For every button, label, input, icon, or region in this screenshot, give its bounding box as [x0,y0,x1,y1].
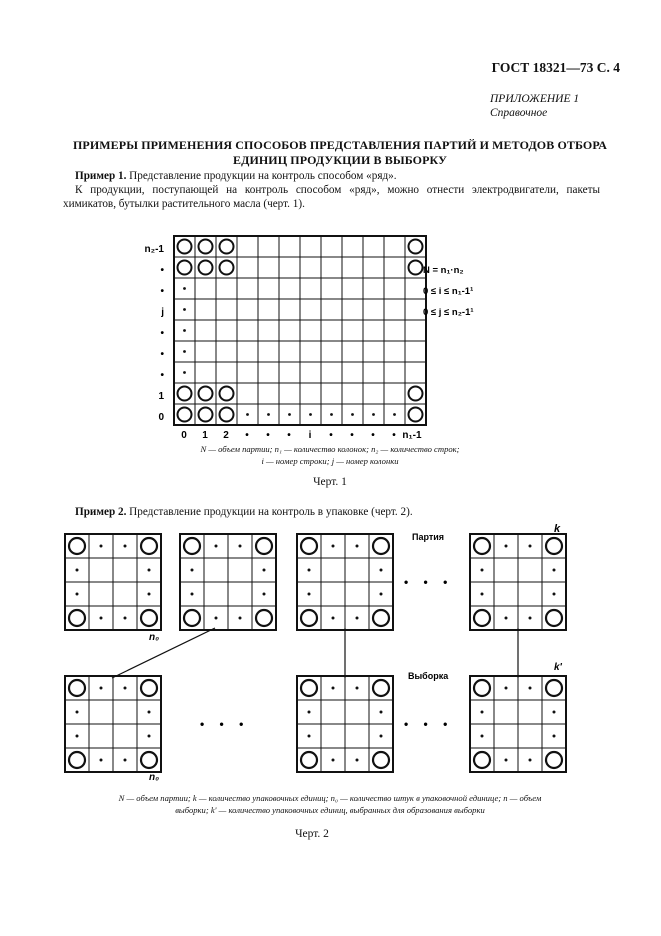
n0-label: n₀ [149,632,160,643]
unit-dot [263,569,266,572]
column-label: • [287,430,291,441]
formula-row-range: 0 ≤ i ≤ n₁-1¹ [423,286,474,297]
figure2-caption [30,792,630,816]
column-label: i [308,430,312,441]
unit-circle [474,680,490,696]
column-label: • [329,430,333,441]
grid-cell [342,299,363,320]
connector-line [112,628,215,678]
unit-circle [301,538,317,554]
formula-col-range: 0 ≤ j ≤ n₂-1¹ [423,307,474,318]
unit-dot [356,687,359,690]
package-cell [113,558,137,582]
unit-dot [124,759,127,762]
grid-cell [237,383,258,404]
unit-dot [148,711,151,714]
figure2-caption-line1: N — объем партии; k — количество упаковочных единиц; n₀ — количество штук в упаковочной единице; n — объем [118,793,542,803]
grid-cell [258,320,279,341]
grid-cell [363,257,384,278]
column-label: • [371,430,375,441]
unit-circle [184,538,200,554]
unit-dot [100,545,103,548]
unit-dot [215,617,218,620]
unit-dot [246,413,249,416]
unit-dot [380,711,383,714]
unit-circle [220,261,234,275]
column-label: • [350,430,354,441]
appendix-label: ПРИЛОЖЕНИЕ 1 [490,93,580,105]
ellipsis: • • • [200,717,250,731]
unit-circle [178,261,192,275]
figure1-row-labels [145,244,165,423]
sample-label: Выборка [408,671,449,681]
package-cell [113,724,137,748]
package-cell [494,582,518,606]
grid-cell [321,236,342,257]
grid-cell [405,320,426,341]
grid-cell [363,236,384,257]
unit-circle [256,610,272,626]
grid-cell [342,341,363,362]
grid-cell [216,299,237,320]
figure1-caption [120,443,540,467]
package-cell [89,558,113,582]
grid-cell [279,362,300,383]
grid-cell [279,320,300,341]
grid-cell [342,362,363,383]
grid-cell [195,299,216,320]
lot-label: Партия [412,532,445,542]
column-label: 1 [202,430,208,441]
package-cell [345,582,369,606]
unit-circle [199,261,213,275]
example1-text: Представление продукции на контроль способом «ряд». [126,170,397,182]
unit-dot [529,687,532,690]
figure1-label: Черт. 1 [313,476,347,488]
column-label: • [392,430,396,441]
unit-circle [546,538,562,554]
unit-dot [330,413,333,416]
package-cell [204,582,228,606]
package-cell [345,700,369,724]
unit-dot [308,711,311,714]
unit-circle [546,680,562,696]
grid-cell [300,299,321,320]
title-line-2: ЕДИНИЦ ПРОДУКЦИИ В ВЫБОРКУ [232,153,447,167]
grid-cell [237,362,258,383]
unit-circle [474,610,490,626]
package-cell [321,700,345,724]
row-label: • [160,349,164,360]
package-cell [204,558,228,582]
unit-dot [380,569,383,572]
unit-dot [183,308,186,311]
unit-dot [191,593,194,596]
unit-dot [481,593,484,596]
example1-label: Пример 1. [75,170,127,182]
example2-label: Пример 2. [75,506,127,518]
unit-dot [148,569,151,572]
unit-dot [553,711,556,714]
column-label: 0 [181,430,187,441]
grid-cell [321,362,342,383]
unit-dot [529,759,532,762]
grid-cell [321,299,342,320]
grid-cell [342,278,363,299]
grid-cell [279,383,300,404]
package-cell [518,700,542,724]
unit-circle [199,240,213,254]
column-label: n₁-1 [402,430,422,441]
unit-dot [553,593,556,596]
grid-cell [363,362,384,383]
grid-cell [300,236,321,257]
grid-cell [237,299,258,320]
grid-cell [258,362,279,383]
unit-circle [220,408,234,422]
example1-paragraph: К продукции, поступающей на контроль способом «ряд», можно отнести электродвигатели, пакеты химикатов, бутылки растительного масла (черт. 1). [63,184,600,210]
package-cell [345,724,369,748]
unit-dot [505,687,508,690]
figure1-formulas [423,265,474,318]
figure1-grid-diagram [140,232,500,442]
unit-dot [380,593,383,596]
grid-cell [321,341,342,362]
unit-dot [332,617,335,620]
grid-cell [216,320,237,341]
unit-dot [332,759,335,762]
unit-dot [505,759,508,762]
grid-cell [279,236,300,257]
unit-dot [124,687,127,690]
package-cell [518,558,542,582]
unit-dot [239,617,242,620]
unit-circle [69,538,85,554]
package-cell [113,700,137,724]
ellipsis: • • • [404,575,454,589]
unit-circle [373,680,389,696]
unit-dot [100,759,103,762]
row-label: • [160,286,164,297]
grid-cell [384,257,405,278]
grid-cell [321,383,342,404]
unit-dot [124,617,127,620]
package-cell [494,700,518,724]
unit-circle [199,408,213,422]
unit-circle [409,240,423,254]
unit-circle [69,680,85,696]
unit-dot [183,329,186,332]
ellipsis: • • • [404,717,454,731]
column-label: 2 [223,430,229,441]
grid-cell [258,383,279,404]
row-label: 1 [158,391,164,402]
unit-circle [546,752,562,768]
unit-dot [215,545,218,548]
grid-cell [405,362,426,383]
unit-dot [529,545,532,548]
k-prime-label: k' [554,662,562,673]
unit-circle [69,752,85,768]
package-cell [494,558,518,582]
unit-dot [76,711,79,714]
column-label: • [245,430,249,441]
unit-circle [409,261,423,275]
package-cell [321,558,345,582]
figure1-grid [174,236,426,425]
row-label: n₂-1 [144,244,164,255]
grid-cell [300,362,321,383]
grid-cell [258,341,279,362]
k-label: k [554,523,561,535]
grid-cell [300,341,321,362]
figure2-package-diagram [0,518,661,790]
grid-cell [384,320,405,341]
figure2-caption-line2: выборки; k' — количество упаковочных единиц, выбранных для образования выборки [175,805,485,815]
unit-dot [288,413,291,416]
unit-circle [141,538,157,554]
package-cell [321,582,345,606]
unit-dot [148,593,151,596]
grid-cell [342,383,363,404]
grid-cell [279,341,300,362]
unit-circle [141,752,157,768]
unit-dot [308,735,311,738]
unit-dot [309,413,312,416]
unit-dot [553,569,556,572]
grid-cell [279,257,300,278]
column-label: • [266,430,270,441]
package-cell [345,558,369,582]
grid-cell [405,341,426,362]
unit-circle [546,610,562,626]
grid-cell [363,341,384,362]
grid-cell [237,236,258,257]
unit-circle [373,538,389,554]
unit-dot [393,413,396,416]
n0-label: n₀ [149,772,160,783]
package-cell [494,724,518,748]
unit-circle [220,387,234,401]
unit-dot [356,617,359,620]
unit-circle [409,387,423,401]
grid-cell [363,383,384,404]
row-label: • [160,265,164,276]
package-cell [321,724,345,748]
row-label: • [160,328,164,339]
grid-cell [321,257,342,278]
unit-dot [351,413,354,416]
package-cell [89,724,113,748]
grid-cell [216,341,237,362]
row-label: • [160,370,164,381]
appendix-sublabel: Справочное [490,107,548,119]
grid-cell [342,236,363,257]
unit-dot [481,569,484,572]
unit-circle [301,610,317,626]
grid-cell [216,278,237,299]
grid-cell [363,278,384,299]
unit-dot [148,735,151,738]
unit-circle [69,610,85,626]
unit-circle [178,387,192,401]
package-cell [89,582,113,606]
grid-cell [300,320,321,341]
grid-cell [384,236,405,257]
grid-cell [363,320,384,341]
grid-cell [237,320,258,341]
package-cell [89,700,113,724]
unit-dot [239,545,242,548]
grid-cell [237,278,258,299]
row-label: j [161,307,164,318]
unit-dot [380,735,383,738]
formula-volume: N = n₁·n₂ [423,265,464,276]
unit-dot [183,350,186,353]
unit-dot [332,687,335,690]
unit-circle [301,752,317,768]
unit-circle [178,408,192,422]
grid-cell [258,236,279,257]
unit-dot [183,371,186,374]
grid-cell [279,278,300,299]
unit-dot [124,545,127,548]
grid-cell [342,320,363,341]
grid-cell [384,362,405,383]
grid-cell [195,341,216,362]
grid-cell [300,278,321,299]
page-title [40,138,640,168]
unit-dot [100,617,103,620]
grid-cell [384,341,405,362]
grid-cell [321,278,342,299]
grid-cell [300,257,321,278]
grid-cell [279,299,300,320]
unit-dot [191,569,194,572]
figure2-packages [65,534,566,772]
unit-circle [474,538,490,554]
unit-dot [267,413,270,416]
grid-cell [216,362,237,383]
grid-cell [384,383,405,404]
unit-dot [76,735,79,738]
figure2-label: Черт. 2 [295,828,329,840]
unit-dot [100,687,103,690]
title-line-1: ПРИМЕРЫ ПРИМЕНЕНИЯ СПОСОБОВ ПРЕДСТАВЛЕНИЯ ПАРТИЙ И МЕТОДОВ ОТБОРА [72,138,608,152]
grid-cell [384,299,405,320]
grid-cell [237,257,258,278]
unit-dot [308,593,311,596]
unit-dot [481,735,484,738]
grid-cell [363,299,384,320]
unit-dot [372,413,375,416]
grid-cell [300,383,321,404]
unit-dot [505,545,508,548]
unit-dot [529,617,532,620]
unit-circle [184,610,200,626]
package-cell [228,558,252,582]
grid-cell [195,320,216,341]
unit-dot [481,711,484,714]
unit-dot [76,569,79,572]
unit-circle [220,240,234,254]
grid-cell [384,278,405,299]
package-cell [113,582,137,606]
unit-circle [301,680,317,696]
document-reference: ГОСТ 18321—73 С. 4 [491,60,620,75]
example2-text: Представление продукции на контроль в упаковке (черт. 2). [126,506,413,518]
unit-dot [356,759,359,762]
grid-cell [258,278,279,299]
package-cell [518,724,542,748]
unit-circle [141,680,157,696]
grid-cell [258,299,279,320]
unit-dot [76,593,79,596]
unit-dot [332,545,335,548]
unit-circle [178,240,192,254]
row-label: 0 [158,412,164,423]
unit-circle [373,610,389,626]
grid-cell [195,278,216,299]
unit-dot [505,617,508,620]
example1-heading [75,170,615,184]
unit-dot [263,593,266,596]
unit-circle [474,752,490,768]
unit-dot [308,569,311,572]
grid-cell [237,341,258,362]
unit-circle [373,752,389,768]
unit-circle [141,610,157,626]
grid-cell [321,320,342,341]
unit-circle [199,387,213,401]
figure1-caption-line1: N — объем партии; n₁ — количество колонок; n₂ — количество строк; [200,444,460,454]
grid-cell [195,362,216,383]
unit-dot [183,287,186,290]
package-cell [518,582,542,606]
unit-circle [409,408,423,422]
unit-dot [356,545,359,548]
unit-dot [553,735,556,738]
unit-circle [256,538,272,554]
figure1-column-labels [181,430,422,441]
grid-cell [342,257,363,278]
package-cell [228,582,252,606]
grid-cell [258,257,279,278]
figure1-caption-line2: i — номер строки; j — номер колонки [261,456,399,466]
